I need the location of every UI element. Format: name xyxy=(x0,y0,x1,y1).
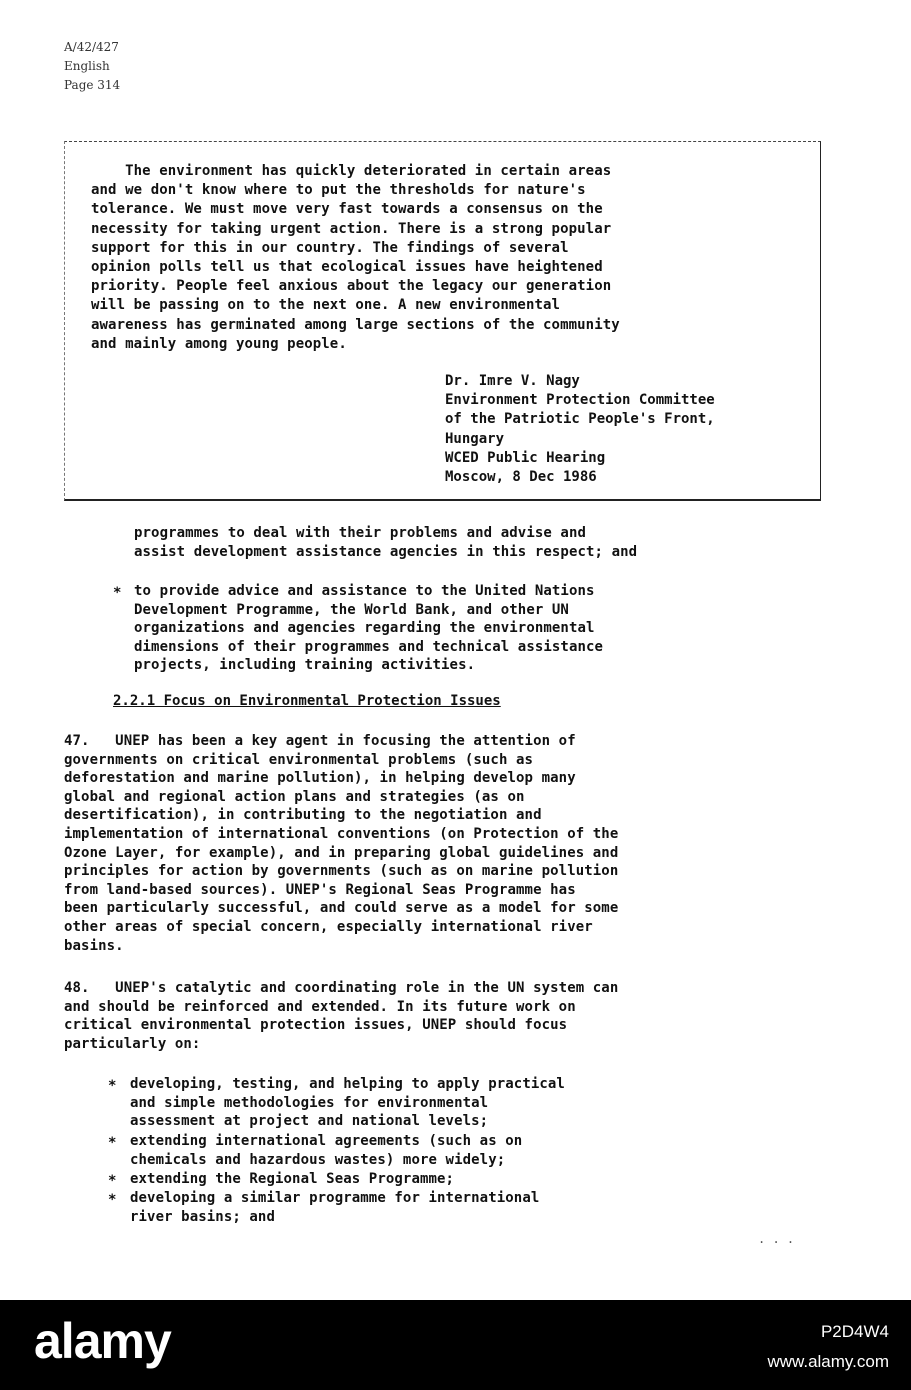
bullet-advice-text: to provide advice and assistance to the United Nations Development Programme, the World Bank, and other UN organizations and agencies regarding the environmental dimensions of their programmes and technical assistance projects, including training activities. xyxy=(134,583,604,674)
bullet-marker: * xyxy=(108,1173,117,1189)
bullet-item: extending the Regional Seas Programme; xyxy=(130,1171,455,1187)
bullet-marker: * xyxy=(108,1192,117,1208)
continuation-ellipsis: . . . xyxy=(758,1232,795,1246)
paragraph-48: 48. UNEP's catalytic and coordinating role in the UN system can and should be reinforced and extended. In its future work on critical environmental protection issues, UNEP should focus particularly on: xyxy=(64,980,619,1052)
quote-box xyxy=(64,141,821,501)
document-header xyxy=(64,38,120,95)
alamy-logo: alamy xyxy=(34,1313,171,1369)
image-id: P2D4W4 xyxy=(820,1322,889,1341)
quote-attribution: Dr. Imre V. Nagy Environment Protection Committee of the Patriotic People's Front, Hungary WCED Public Hearing Moscow, 8 Dec 1986 xyxy=(445,373,715,486)
document-symbol: A/42/427 xyxy=(64,40,119,54)
footer-url: www.alamy.com xyxy=(767,1352,889,1371)
bullet-item: extending international agreements (such as on chemicals and hazardous wastes) more widely; xyxy=(130,1133,523,1168)
continuation-text: programmes to deal with their problems and advise and assist development assistance agencies in this respect; and xyxy=(134,525,638,560)
paragraph-47: 47. UNEP has been a key agent in focusing the attention of governments on critical environmental problems (such as deforestation and marine pollution), in helping develop many global and regional action plans and strategies (as on desertification), in contributing to the negotiation and implementation of international conventions (on Protection of the Ozone Layer, for example), and in preparing global guidelines and principles for action by governments (such as on marine pollution from land-based sources). UNEP's Regional Seas Programme has been particularly successful, and could serve as a model for some other areas of special concern, especially international river basins. xyxy=(64,733,619,954)
bullet-marker: * xyxy=(113,585,122,601)
document-language: English xyxy=(64,59,110,73)
bullet-item: developing, testing, and helping to apply practical and simple methodologies for environmental assessment at project and national levels; xyxy=(130,1076,565,1130)
bullet-item: developing a similar programme for international river basins; and xyxy=(130,1190,540,1225)
section-heading: 2.2.1 Focus on Environmental Protection Issues xyxy=(113,693,501,709)
watermark-footer xyxy=(0,1300,911,1390)
bullet-marker: * xyxy=(108,1078,117,1094)
quote-text: The environment has quickly deteriorated in certain areas and we don't know where to put the thresholds for nature's tolerance. We must move very fast towards a consensus on the necessity for taking urgent action. There is a strong popular support for this in our country. The findings of several opinion polls tell us that ecological issues have heightened priority. People feel anxious about the legacy our generation will be passing on to the next one. A new environmental awareness has germinated among large sections of the community and mainly among young people. xyxy=(91,163,620,352)
bullet-marker: * xyxy=(108,1135,117,1151)
page-number: Page 314 xyxy=(64,78,121,92)
